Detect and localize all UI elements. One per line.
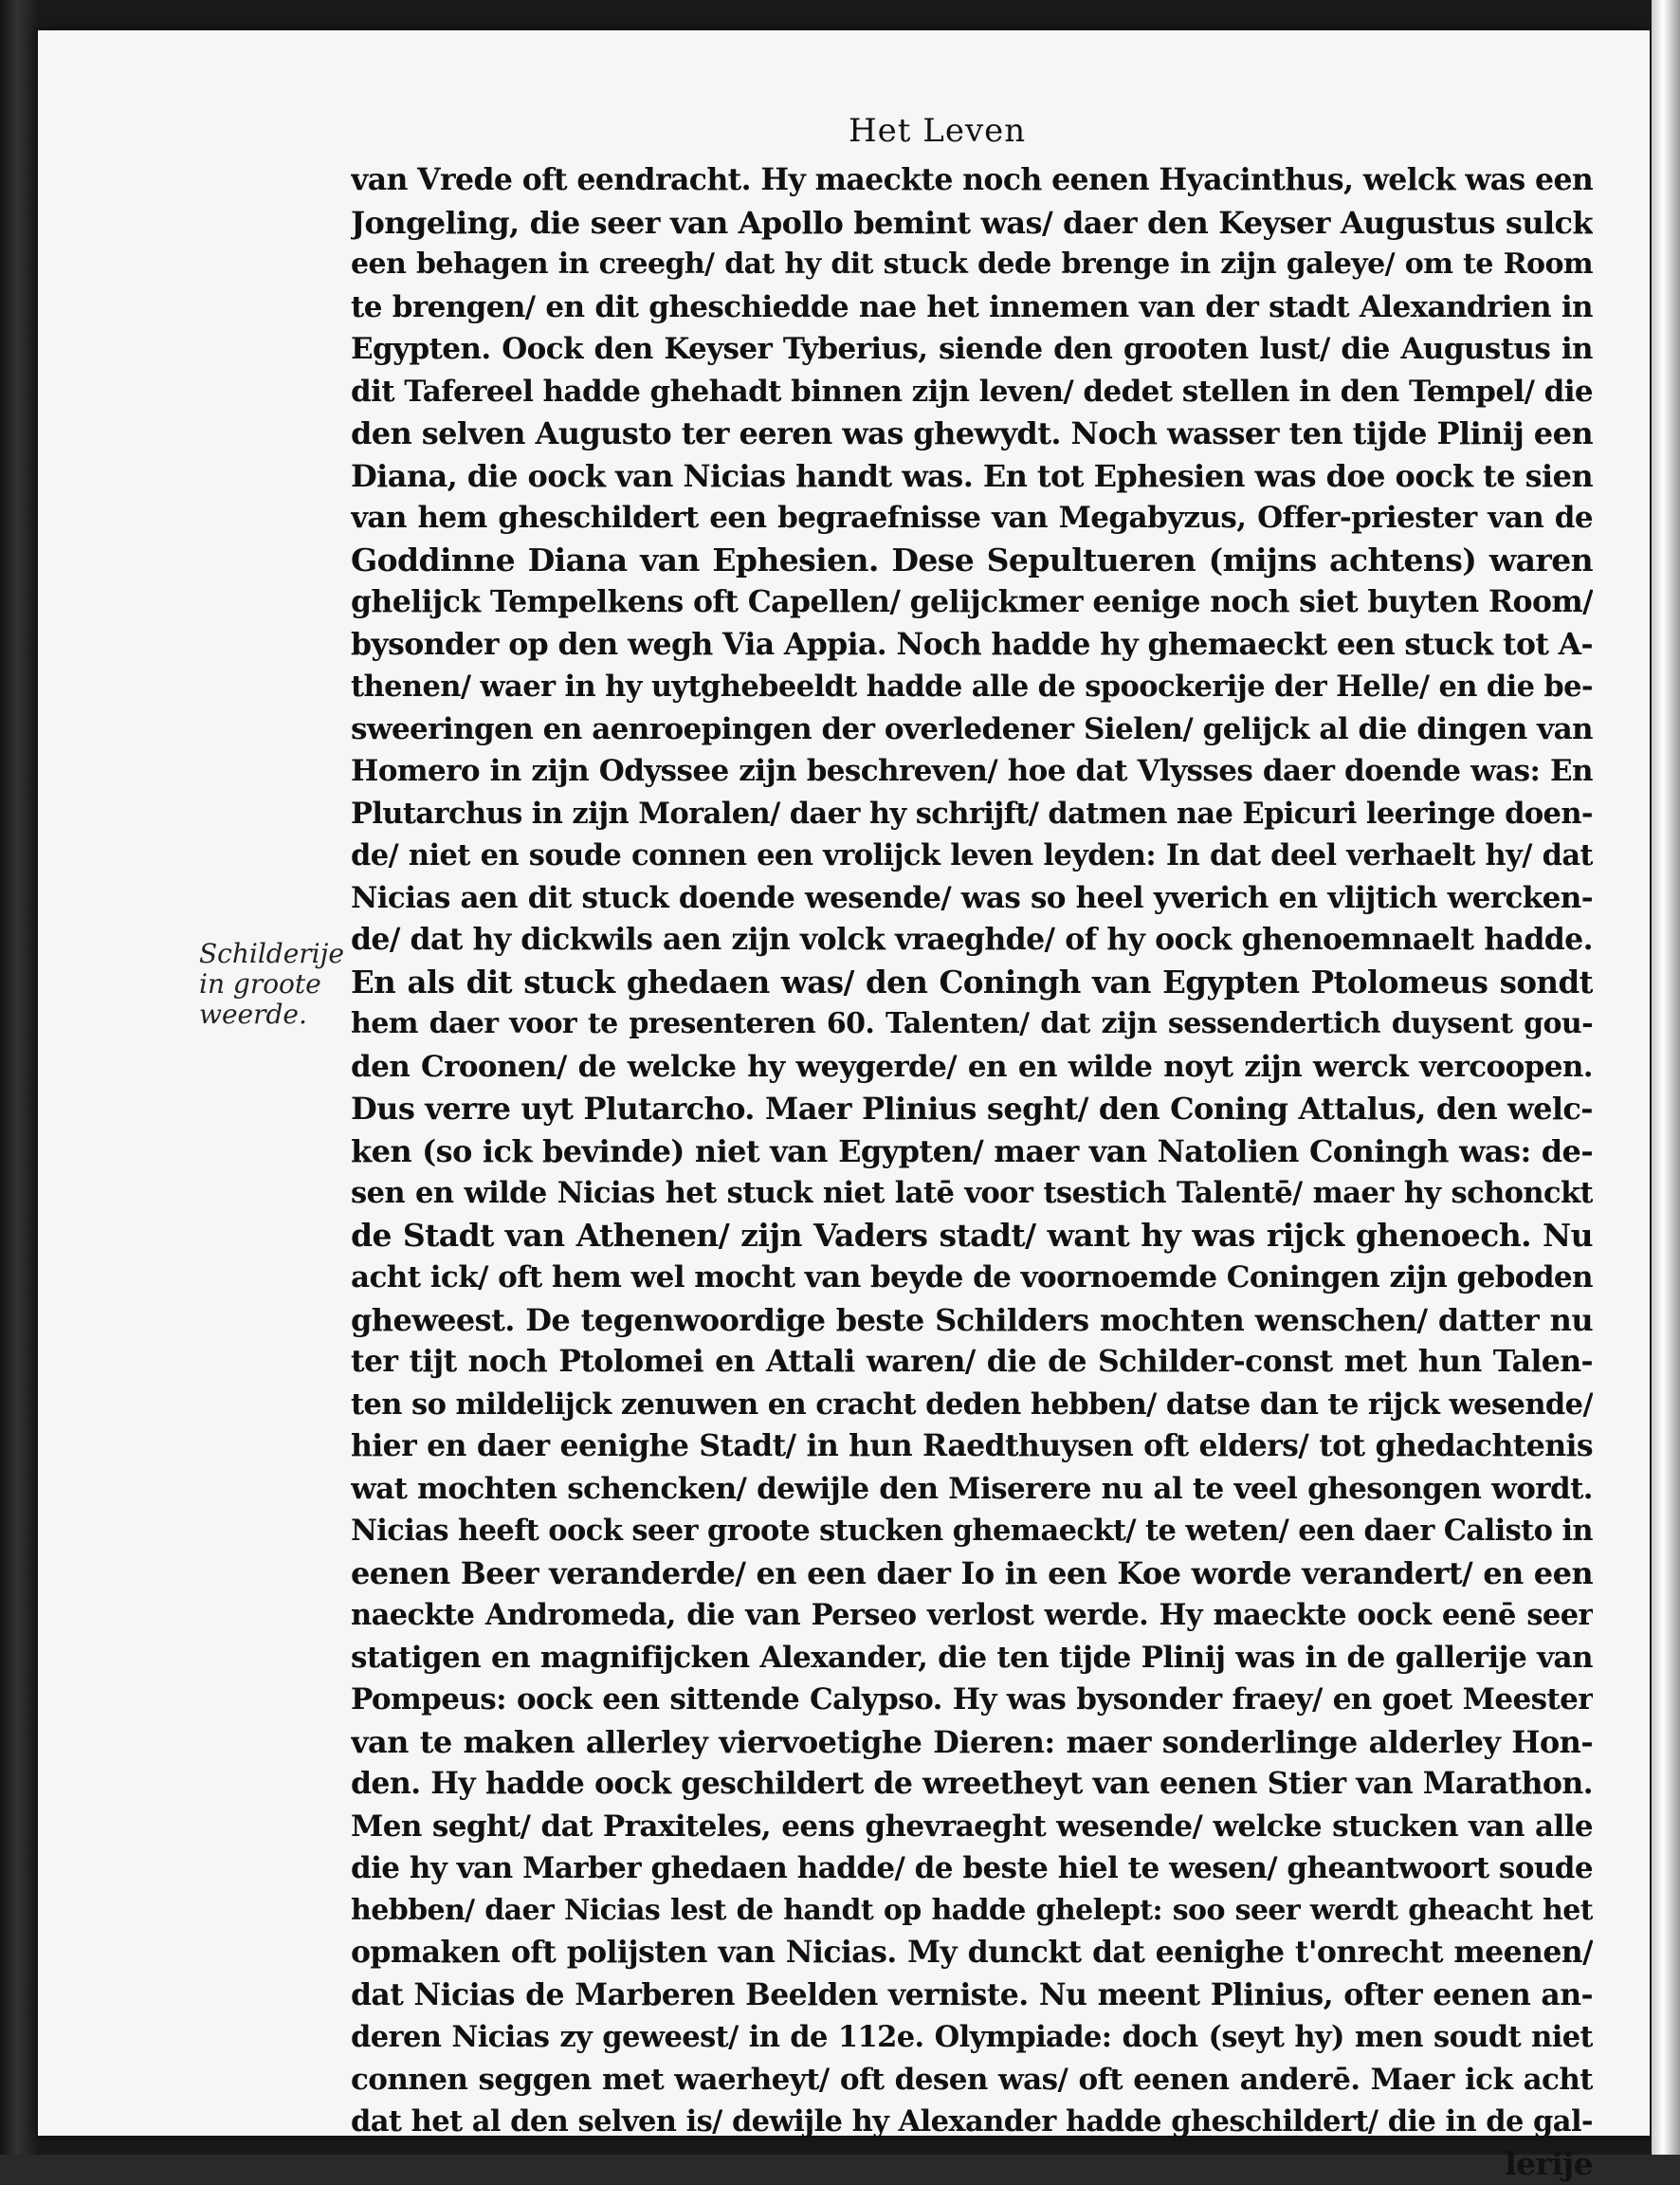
text-line: de/ dat hy dickwils aen zijn volck vraeghde/ of hy oock ghenoemnaelt hadde. [351, 919, 1593, 962]
text-line: een behagen in creegh/ dat hy dit stuck dede brenge in zijn galeye/ om te Room [351, 244, 1593, 286]
text-line: statigen en magnifijcken Alexander, die ten tijde Plinij was in de gallerije van [351, 1637, 1593, 1680]
text-line: lerije [351, 2143, 1593, 2185]
page-edge [1652, 0, 1680, 2155]
text-line: van hem gheschildert een begraefnisse van Megabyzus, Offer-priester van de [351, 497, 1593, 540]
text-line: hem daer voor te presenteren 60. Talenten/ dat zijn sessendertich duysent gou- [351, 1003, 1593, 1046]
text-line: Plutarchus in zijn Moralen/ daer hy schrijft/ datmen nae Epicuri leeringe doen- [351, 793, 1593, 835]
text-line: den. Hy hadde oock geschildert de wreetheyt van eenen Stier van Marathon. [351, 1763, 1593, 1806]
text-line: Nicias heeft oock seer groote stucken ghemaeckt/ te weten/ een daer Calisto in [351, 1510, 1593, 1552]
body-text [351, 159, 1593, 2185]
text-line: van Vrede oft eendracht. Hy maeckte noch eenen Hyacinthus, welck was een [351, 159, 1593, 202]
margin-note-line: Schilderije [199, 939, 351, 969]
text-line: dit Tafereel hadde ghehadt binnen zijn leven/ dedet stellen in den Tempel/ die [351, 371, 1593, 413]
running-head: Het Leven [849, 112, 1026, 150]
text-line: die hy van Marber ghedaen hadde/ de beste hiel te wesen/ gheantwoort soude [351, 1847, 1593, 1890]
text-line: Goddinne Diana van Ephesien. Dese Sepultueren (mijns achtens) waren [351, 540, 1593, 582]
text-line: dat het al den selven is/ dewijle hy Alexander hadde gheschildert/ die in de gal- [351, 2101, 1593, 2143]
text-line: connen seggen met waerheyt/ oft desen was/ oft eenen anderē. Maer ick acht [351, 2059, 1593, 2102]
text-line: sweeringen en aenroepingen der overledener Sielen/ gelijck al die dingen van [351, 708, 1593, 751]
text-line: van te maken allerley viervoetighe Dieren: maer sonderlinge alderley Hon- [351, 1721, 1593, 1764]
text-line: Nicias aen dit stuck doende wesende/ was so heel yverich en vlijtich wercken- [351, 877, 1593, 920]
margin-note-line: in groote [199, 969, 351, 1000]
margin-note-line: weerde. [199, 1000, 351, 1030]
text-line: deren Nicias zy geweest/ in de 112e. Olympiade: doch (seyt hy) men soudt niet [351, 2016, 1593, 2059]
text-line: Dus verre uyt Plutarcho. Maer Plinius seght/ den Coning Attalus, den welc- [351, 1088, 1593, 1130]
text-line: acht ick/ oft hem wel mocht van beyde de voornoemde Coningen zijn geboden [351, 1257, 1593, 1299]
text-line: de Stadt van Athenen/ zijn Vaders stadt/ want hy was rijck ghenoech. Nu [351, 1215, 1593, 1258]
text-line: Diana, die oock van Nicias handt was. En tot Ephesien was doe oock te sien [351, 455, 1593, 498]
text-line: ten so mildelijck zenuwen en cracht deden hebben/ datse dan te rijck wesende/ [351, 1384, 1593, 1426]
text-line: ghelijck Tempelkens oft Capellen/ gelijckmer eenige noch siet buyten Room/ [351, 581, 1593, 624]
text-line: ter tijt noch Ptolomei en Attali waren/ die de Schilder-const met hun Talen- [351, 1341, 1593, 1384]
text-line: de/ niet en soude connen een vrolijck leven leyden: In dat deel verhaelt hy/ dat [351, 835, 1593, 877]
text-line: Jongeling, die seer van Apollo bemint was/ daer den Keyser Augustus sulck [351, 202, 1593, 245]
text-line: te brengen/ en dit gheschiedde nae het innemen van der stadt Alexandrien in [351, 286, 1593, 329]
text-line: bysonder op den wegh Via Appia. Noch hadde hy ghemaeckt een stuck tot A- [351, 624, 1593, 667]
text-line: hebben/ daer Nicias lest de handt op hadde ghelept: soo seer werdt gheacht het [351, 1890, 1593, 1933]
text-line: hier en daer eenighe Stadt/ in hun Raedthuysen oft elders/ tot ghedachtenis [351, 1425, 1593, 1468]
text-line: sen en wilde Nicias het stuck niet latē voor tsestich Talentē/ maer hy schonckt [351, 1172, 1593, 1215]
text-line: thenen/ waer in hy uytghebeeldt hadde alle de spoockerije der Helle/ en die be- [351, 666, 1593, 708]
text-line: den Croonen/ de welcke hy weygerde/ en en wilde noyt zijn werck vercoopen. [351, 1046, 1593, 1089]
text-line: Men seght/ dat Praxiteles, eens ghevraeght wesende/ welcke stucken van alle [351, 1806, 1593, 1848]
text-line: Pompeus: oock een sittende Calypso. Hy was bysonder fraey/ en goet Meester [351, 1679, 1593, 1721]
text-line: wat mochten schencken/ dewijle den Miserere nu al te veel ghesongen wordt. [351, 1468, 1593, 1511]
margin-note [199, 939, 351, 1030]
text-line: Homero in zijn Odyssee zijn beschreven/ hoe dat Vlysses daer doende was: En [351, 750, 1593, 793]
text-line: opmaken oft polijsten van Nicias. My dunckt dat eenighe t'onrecht meenen/ [351, 1932, 1593, 1974]
text-line: eenen Beer veranderde/ en een daer Io in een Koe worde verandert/ en een [351, 1552, 1593, 1595]
text-line: En als dit stuck ghedaen was/ den Coningh van Egypten Ptolomeus sondt [351, 962, 1593, 1004]
text-line: gheweest. De tegenwoordige beste Schilders mochten wenschen/ datter nu [351, 1299, 1593, 1342]
text-line: den selven Augusto ter eeren was ghewydt. Noch wasser ten tijde Plinij een [351, 413, 1593, 455]
text-line: naeckte Andromeda, die van Perseo verlost werde. Hy maeckte oock eenē seer [351, 1594, 1593, 1637]
text-line: dat Nicias de Marberen Beelden verniste. Nu meent Plinius, ofter eenen an- [351, 1974, 1593, 2017]
text-line: Egypten. Oock den Keyser Tyberius, siende den grooten lust/ die Augustus in [351, 328, 1593, 371]
text-line: ken (so ick bevinde) niet van Egypten/ maer van Natolien Coningh was: de- [351, 1130, 1593, 1173]
